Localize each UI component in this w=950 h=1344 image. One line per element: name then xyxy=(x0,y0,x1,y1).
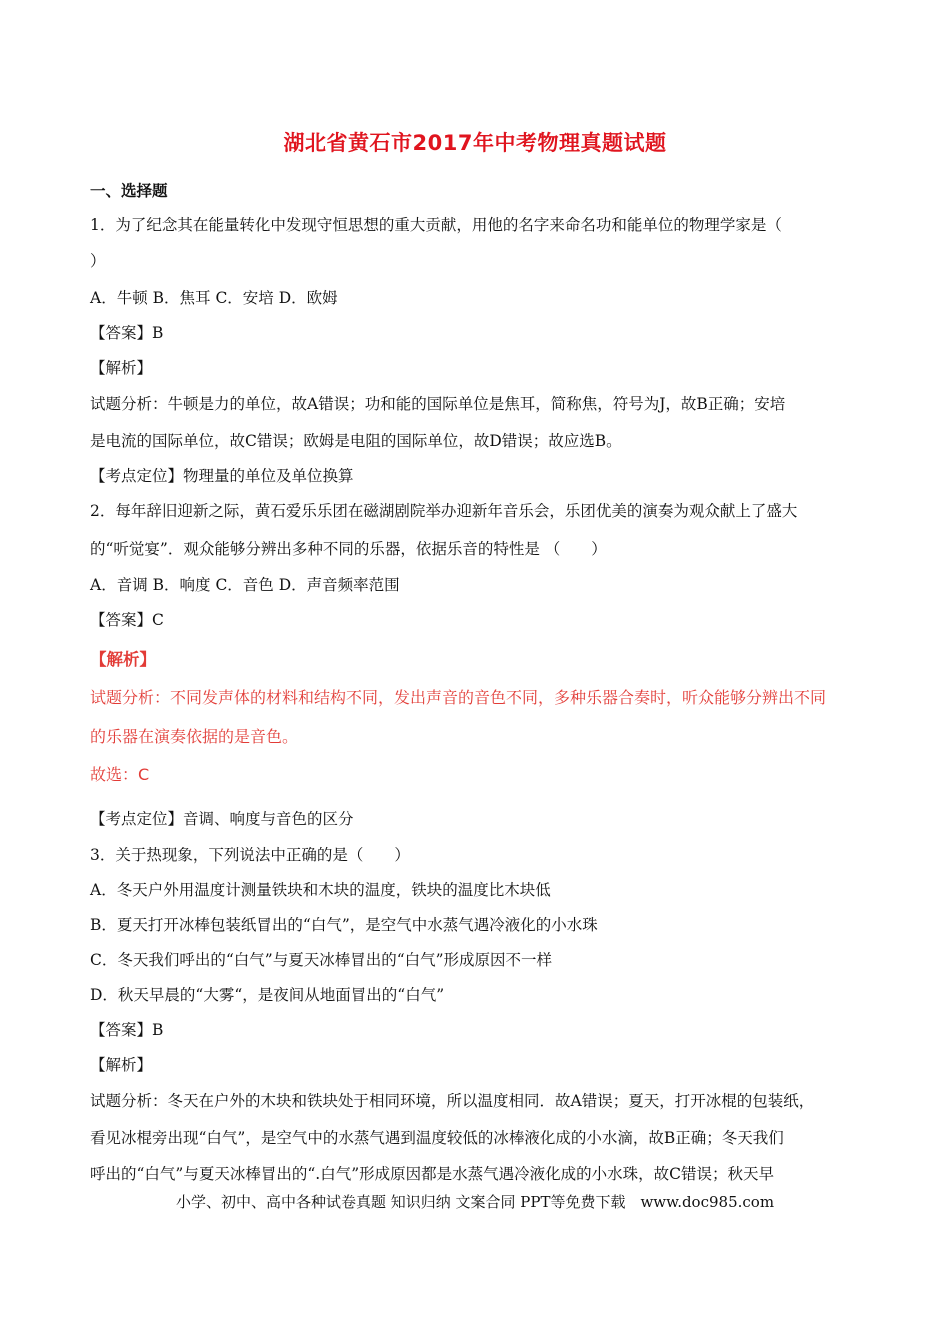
q3-analysis-line2: 看见冰棍旁出现“白气”，是空气中的水蒸气遇到温度较低的冰棒液化成的小水滴，故B正确；冬天我们 xyxy=(90,1129,784,1147)
q1-answer: 【答案】B xyxy=(90,324,164,342)
q3-answer: 【答案】B xyxy=(90,1021,164,1039)
q2-options: A．音调 B．响度 C．音色 D．声音频率范围 xyxy=(90,576,400,594)
q3-option-c: C．冬天我们呼出的“白气”与夏天冰棒冒出的“白气”形成原因不一样 xyxy=(90,951,553,969)
q3-analysis-line1: 试题分析：冬天在户外的木块和铁块处于相同环境，所以温度相同．故A错误；夏天，打开冰棍的包装纸， xyxy=(90,1092,815,1110)
q1-analysis-line2: 是电流的国际单位，故C错误；欧姆是电阻的国际单位，故D错误；故应选B。 xyxy=(90,432,622,450)
page-title: 湖北省黄石市2017年中考物理真题试题 xyxy=(283,131,667,155)
q1-analysis-line1: 试题分析：牛顿是力的单位，故A错误；功和能的国际单位是焦耳，简称焦，符号为J，故B正确；安培 xyxy=(90,395,786,413)
q3-option-a: A．冬天户外用温度计测量铁块和木块的温度，铁块的温度比木块低 xyxy=(90,881,551,899)
q1-stem-line1: 1．为了纪念其在能量转化中发现守恒思想的重大贡献，用他的名字来命名功和能单位的物理学家是（ xyxy=(90,216,782,234)
q1-analysis-label: 【解析】 xyxy=(90,359,153,377)
section-heading: 一、选择题 xyxy=(90,182,168,200)
q3-option-b: B．夏天打开冰棒包装纸冒出的“白气”，是空气中水蒸气遇冷液化的小水珠 xyxy=(90,916,598,934)
q3-analysis-line3: 呼出的“白气”与夏天冰棒冒出的“.白气”形成原因都是水蒸气遇冷液化成的小水珠，故C错误；秋天早 xyxy=(90,1165,774,1183)
page-footer: 小学、初中、高中各种试卷真题 知识归纳 文案合同 PPT等免费下载 www.doc985.com xyxy=(175,1193,775,1211)
q1-options: A．牛顿 B．焦耳 C．安培 D．欧姆 xyxy=(90,289,338,307)
q2-analysis-label: 【解析】 xyxy=(90,650,156,669)
q2-choice: 故选：C xyxy=(90,765,150,784)
q3-stem: 3．关于热现象，下列说法中正确的是（ ） xyxy=(90,846,410,864)
q3-analysis-label: 【解析】 xyxy=(90,1056,153,1074)
q2-analysis-line2: 的乐器在演奏依据的是音色。 xyxy=(90,727,299,746)
q2-knowledge-point: 【考点定位】音调、响度与音色的区分 xyxy=(90,810,354,828)
q3-option-d: D．秋天早晨的“大雾“，是夜间从地面冒出的“白气” xyxy=(90,986,445,1004)
q2-answer: 【答案】C xyxy=(90,611,164,629)
q2-stem-line1: 2．每年辞旧迎新之际，黄石爱乐乐团在磁湖剧院举办迎新年音乐会，乐团优美的演奏为观众献上了盛大 xyxy=(90,502,798,520)
q1-knowledge-point: 【考点定位】物理量的单位及单位换算 xyxy=(90,467,354,485)
q2-analysis-line1: 试题分析：不同发声体的材料和结构不同，发出声音的音色不同，多种乐器合奏时，听众能够分辨出不同 xyxy=(90,688,827,707)
q2-stem-line2: 的“听觉宴”．观众能够分辨出多种不同的乐器，依据乐音的特性是 （ ） xyxy=(90,540,607,558)
q1-stem-line2: ） xyxy=(90,252,106,270)
